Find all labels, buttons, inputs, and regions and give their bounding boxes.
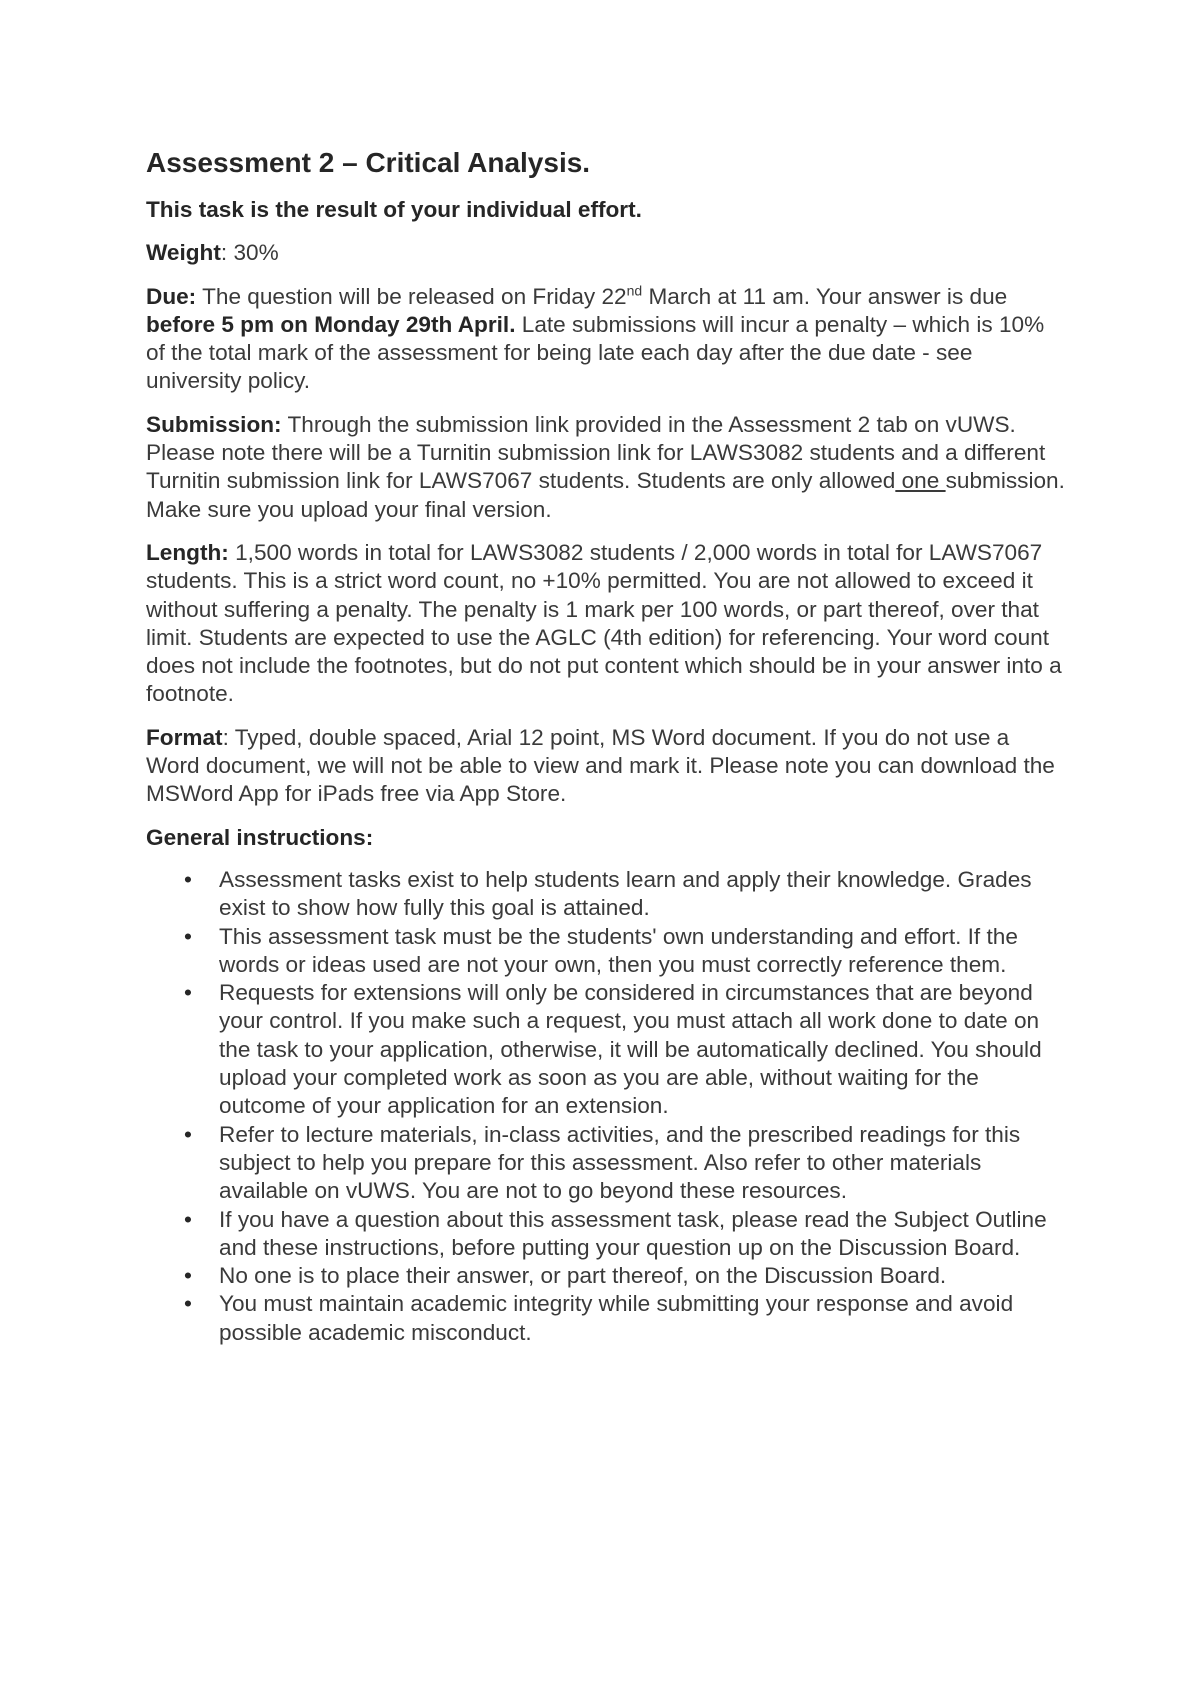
weight-text: : 30% — [220, 240, 279, 266]
document-page — [146, 146, 1066, 1347]
due-text-1: The question will be released on Friday 22 — [196, 283, 627, 309]
due-deadline: before 5 pm on Monday 29th April. — [146, 311, 516, 337]
due-label: Due: — [146, 283, 197, 309]
due-text-2: March at 11 am. Your answer is due — [642, 283, 1008, 309]
general-instructions-list — [146, 866, 1066, 1347]
general-instructions-heading: General instructions: — [146, 824, 374, 850]
format-text: : Typed, double spaced, Arial 12 point, MS Word document. If you do not use a Word document, we will not be able to view and mark it. Please note you can download the MSWord App for iPads free via App Store. — [146, 724, 1055, 807]
bullet-icon: • — [184, 866, 192, 892]
submission-label: Submission: — [146, 411, 282, 437]
due-paragraph — [146, 283, 1066, 396]
bullet-icon: • — [184, 1121, 192, 1147]
bullet-icon: • — [184, 1263, 192, 1289]
format-label: Format — [146, 724, 223, 750]
list-item — [146, 1290, 1066, 1347]
list-item — [146, 1262, 1066, 1290]
length-label: Length: — [146, 539, 229, 565]
list-item-text: You must maintain academic integrity while submitting your response and avoid possible academic misconduct. — [219, 1291, 1014, 1345]
list-item-text: Requests for extensions will only be considered in circumstances that are beyond your control. If you make such a request, you must attach all work done to date on the task to your application, otherwise, it will be automatically declined. You should upload your completed work as soon as you are able, without waiting for the outcome of your application for an extension. — [219, 980, 1042, 1119]
format-paragraph — [146, 724, 1066, 809]
list-item-text: Refer to lecture materials, in-class activities, and the prescribed readings for this subject to help you prepare for this assessment. Also refer to other materials available on vUWS. You are not to go beyond these resources. — [219, 1121, 1021, 1204]
bullet-icon: • — [184, 1206, 192, 1232]
list-item-text: If you have a question about this assessment task, please read the Subject Outline and these instructions, before putting your question up on the Discussion Board. — [219, 1206, 1047, 1260]
bullet-icon: • — [184, 980, 192, 1006]
list-item — [146, 866, 1066, 923]
weight-label: Weight — [146, 240, 221, 266]
submission-underlined-word: one — [895, 468, 946, 494]
list-item-text: Assessment tasks exist to help students learn and apply their knowledge. Grades exist to show how fully this goal is attained. — [219, 866, 1032, 921]
length-text: 1,500 words in total for LAWS3082 students / 2,000 words in total for LAWS7067 students. This is a strict word count, no +10% permitted. You are not allowed to exceed it without suffering a penalty. The penalty is 1 mark per 100 words, or part thereof, over that limit. Students are expected to use the AGLC (4th edition) for referencing. Your word count does not include the footnotes, but do not put content which should be in your answer into a footnote. — [146, 539, 1062, 707]
weight-paragraph — [146, 239, 1066, 267]
submission-text-1: Through the submission link provided in the Assessment 2 tab on vUWS. Please note there will be a Turnitin submission link for LAWS3082 students and a different Turnitin submission link for LAWS7067 students. Students are only allowed — [146, 411, 1046, 494]
submission-text-2: submission. Make sure you upload your final version. — [146, 468, 1065, 522]
list-item-text: No one is to place their answer, or part thereof, on the Discussion Board. — [219, 1263, 947, 1289]
submission-paragraph — [146, 411, 1066, 524]
list-item — [146, 979, 1066, 1120]
list-item — [146, 923, 1066, 980]
document-title: Assessment 2 – Critical Analysis. — [146, 147, 591, 178]
document-subtitle: This task is the result of your individual effort. — [146, 197, 642, 222]
list-item-text: This assessment task must be the students' own understanding and effort. If the words or ideas used are not your own, then you must correctly reference them. — [219, 923, 1018, 977]
due-superscript: nd — [626, 282, 643, 299]
bullet-icon: • — [184, 923, 192, 949]
list-item — [146, 1206, 1066, 1263]
length-paragraph — [146, 539, 1066, 709]
due-text-3: Late submissions will incur a penalty – which is 10% of the total mark of the assessment for being late each day after the due date - see university policy. — [146, 311, 1045, 394]
list-item — [146, 1121, 1066, 1206]
bullet-icon: • — [184, 1291, 192, 1317]
